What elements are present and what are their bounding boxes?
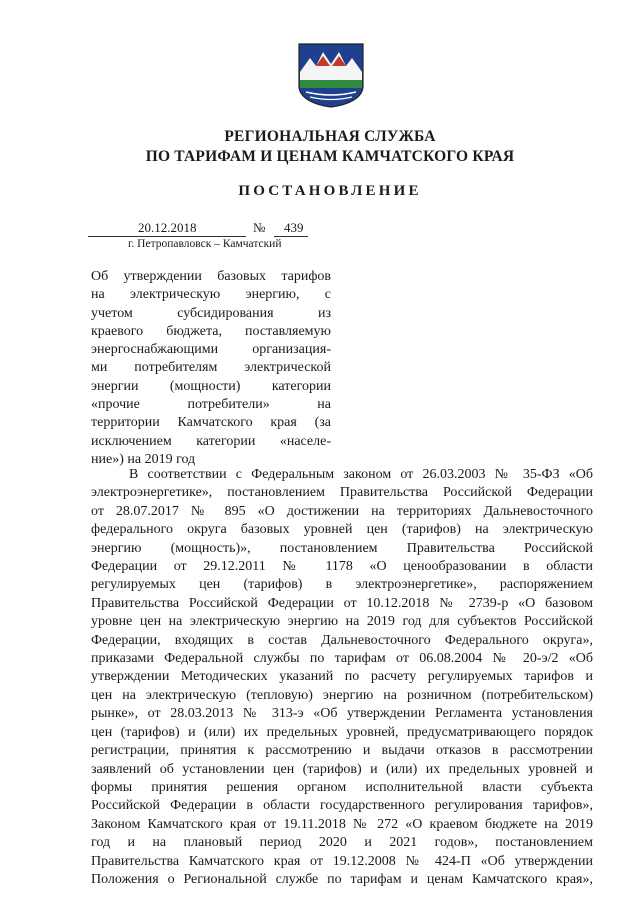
subject-line: краевого бюджета, поставляемую xyxy=(91,323,331,339)
body-line: заявлений об установлении цен (тарифов) и (или) их предельных уровней и xyxy=(91,761,593,777)
body-line: федерального округа базовых уровней цен (тарифов) на электрическую xyxy=(91,522,593,538)
body-line: Правительства Российской Федерации от 10.12.2018 № 2739-р «О базовом xyxy=(91,595,593,611)
body-line: регистрации, принятия к рассмотрению и выдачи отказов в рассмотрении xyxy=(91,743,593,759)
date-underline xyxy=(88,236,246,237)
subject-line: учетом субсидирования из xyxy=(91,305,331,321)
body-line: приказами Федеральной службы по тарифам от 06.08.2004 № 20-э/2 «Об xyxy=(91,651,593,667)
body-line: В соответствии с Федеральным законом от 26.03.2003 № 35-ФЗ «Об xyxy=(129,467,593,482)
document-date: 20.12.2018 xyxy=(138,220,197,235)
body-line: от 28.07.2017 № 895 «О достижении на территориях Дальневосточного xyxy=(91,503,593,519)
subject-line: энергии (мощности) категории xyxy=(91,378,331,394)
body-line: Положения о Региональной службе по тарифам и ценам Камчатского края», xyxy=(91,871,593,887)
subject-line: ние») на 2019 год xyxy=(91,451,196,467)
subject-line: энергоснабжающими организация- xyxy=(91,342,331,358)
body-line: Правительства Камчатского края от 19.12.2008 № 424-П «Об утверждении xyxy=(91,853,593,869)
subject-line: Об утверждении базовых тарифов xyxy=(91,269,331,284)
number-underline xyxy=(274,236,308,237)
organization-name-line-1: РЕГИОНАЛЬНАЯ СЛУЖБА xyxy=(224,128,436,145)
body-line: формы принятия решения органом исполнительной власти субъекта xyxy=(91,779,593,795)
body-line: год и на плановый период 2020 и 2021 годов», постановлением xyxy=(91,835,593,851)
body-line: цен на электрическую (тепловую) энергию на розничном (потребительском) xyxy=(91,687,593,703)
kamchatka-coat-of-arms-icon xyxy=(296,42,366,108)
document-subject xyxy=(91,268,331,469)
body-line: энергию (мощность)», постановлением Правительства Российской xyxy=(91,540,593,556)
subject-line: ми потребителям электрической xyxy=(91,360,331,376)
body-line: утверждении Методических указаний по расчету регулируемых тарифов и xyxy=(91,669,593,685)
registration-row xyxy=(88,220,348,238)
body-line: Законом Камчатского края от 19.11.2018 № 272 «О краевом бюджете на 2019 xyxy=(91,816,593,832)
subject-line: «прочие потребители» на xyxy=(91,397,331,413)
number-sign: № xyxy=(253,220,266,235)
body-line: электроэнергетике», постановлением Правительства Российской Федерации xyxy=(91,485,593,501)
body-line: Федерации от 29.12.2011 № 1178 «О ценообразовании в области xyxy=(91,559,593,575)
body-line: Федерации, входящих в состав Дальневосточного Федерального округа», xyxy=(91,632,593,648)
issue-city: г. Петропавловск – Камчатский xyxy=(128,238,282,250)
document-type-title: ПОСТАНОВЛЕНИЕ xyxy=(238,183,422,199)
document-number: 439 xyxy=(284,220,304,235)
body-line: уровне цен на электрическую энергию на 2019 год для субъектов Российской xyxy=(91,614,593,630)
subject-line: исключением категории «населе- xyxy=(91,433,331,449)
body-line: Российской Федерации в области государственного регулирования тарифов», xyxy=(91,798,593,814)
body-line: регулируемых цен (тарифов) в электроэнергетике», распоряжением xyxy=(91,577,593,593)
organization-name-line-2: ПО ТАРИФАМ И ЦЕНАМ КАМЧАТСКОГО КРАЯ xyxy=(145,148,515,165)
subject-line: на электрическую энергию, с xyxy=(91,287,331,303)
subject-line: территории Камчатского края (за xyxy=(91,415,331,431)
body-line: цен (тарифов) и (или) их предельных уровней, предусматривающего порядок xyxy=(91,724,593,740)
body-line: рынке», от 28.03.2013 № 313-э «Об утверждении Регламента установления xyxy=(91,706,593,722)
preamble-paragraph xyxy=(91,466,593,889)
